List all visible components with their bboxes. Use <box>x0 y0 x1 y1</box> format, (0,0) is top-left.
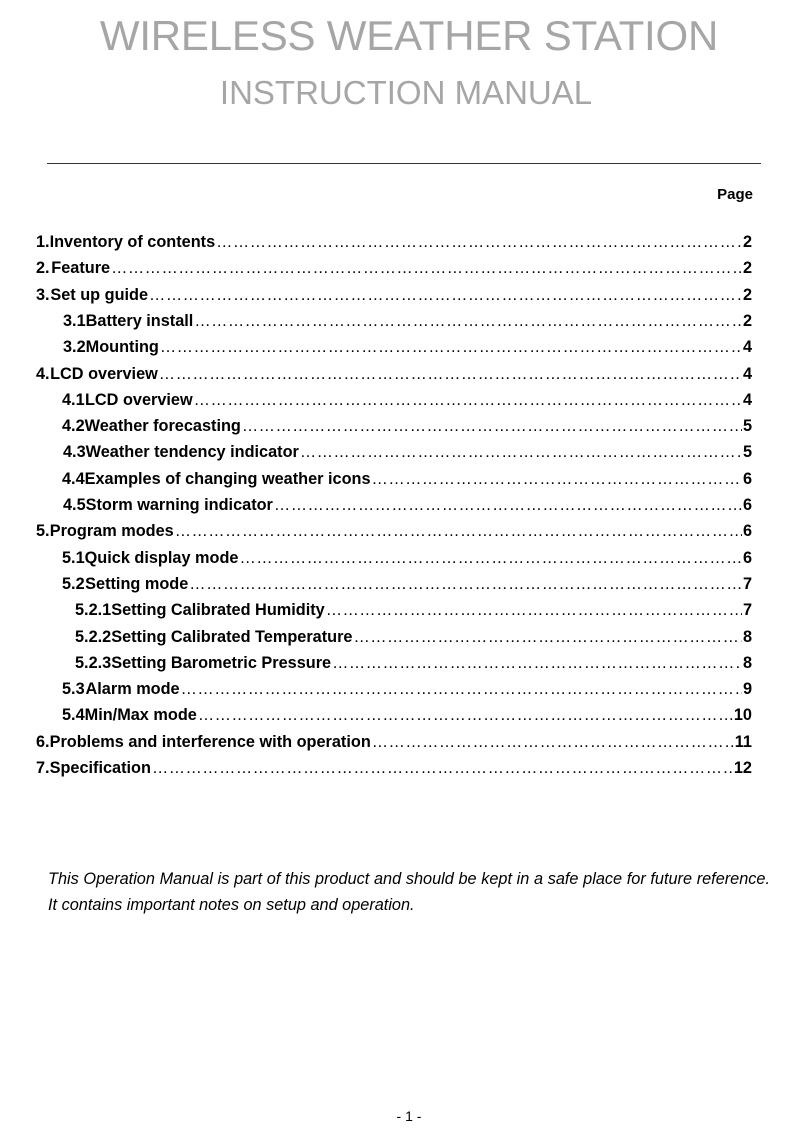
toc-entry-page: 6 <box>742 470 752 488</box>
toc-entry-number: 5.2 <box>62 575 85 593</box>
toc-entry-label: Setting Calibrated Temperature <box>111 628 353 646</box>
toc-dot-leader <box>353 628 741 647</box>
toc-entry-page: 6 <box>742 522 752 540</box>
toc-entry-page: 7 <box>742 601 752 619</box>
header-rule <box>47 163 761 164</box>
toc-entry-label: Mounting <box>85 338 159 356</box>
toc-entry <box>75 628 752 650</box>
toc-entry <box>63 312 752 334</box>
toc-entry-page: 7 <box>742 575 752 593</box>
toc-entry-number: 4.3 <box>63 443 86 461</box>
toc-entry-page: 8 <box>742 654 752 672</box>
toc-entry-label: Inventory of contents <box>49 233 216 251</box>
toc-entry-label: LCD overview <box>50 365 158 383</box>
toc-dot-leader <box>194 391 742 410</box>
toc-entry-label: Problems and interference with operation <box>49 733 371 751</box>
manual-note: This Operation Manual is part of this product and should be kept in a safe place for future reference. It contains important notes on setup and operation. <box>48 870 770 914</box>
toc-dot-leader <box>175 522 742 541</box>
toc-entry-number: 5.2.1 <box>75 601 112 619</box>
toc-entry <box>36 733 752 755</box>
toc-entry <box>36 286 752 308</box>
toc-entry-label: LCD overview <box>84 391 193 409</box>
toc-dot-leader <box>160 338 742 357</box>
page-number: - 1 - <box>396 1108 422 1124</box>
toc-dot-leader <box>216 233 742 252</box>
toc-entry-page: 8 <box>742 628 752 646</box>
toc-entry-number: 5.4 <box>62 706 85 724</box>
toc-entry-number: 4.4 <box>62 470 85 488</box>
toc-entry-number: 3.1 <box>63 312 86 330</box>
toc-entry <box>62 391 752 413</box>
toc-entry <box>63 443 752 465</box>
toc-dot-leader <box>159 365 742 384</box>
toc-entry-number: 5.1 <box>62 549 85 567</box>
toc-entry-page: 2 <box>742 233 752 251</box>
toc-entry-page: 5 <box>742 443 752 461</box>
toc-entry-number: 5.2.2 <box>75 628 112 646</box>
toc-entry <box>36 522 752 544</box>
manual-subtitle: INSTRUCTION MANUAL <box>219 74 593 111</box>
toc-entry <box>62 549 752 571</box>
toc-dot-leader <box>152 759 733 778</box>
toc-entry-number: 5. <box>36 522 50 540</box>
toc-entry-label: Min/Max mode <box>84 706 197 724</box>
toc-entry-page: 6 <box>742 549 752 567</box>
toc-entry-number: 5.3 <box>62 680 85 698</box>
toc-entry-label: Weather tendency indicator <box>85 443 299 461</box>
toc-entry <box>62 575 752 597</box>
toc-entry-page: 5 <box>742 417 752 435</box>
toc-entry-number: 4.1 <box>62 391 85 409</box>
toc-entry-number: 3. <box>36 286 50 304</box>
toc-entry-label: Examples of changing weather icons <box>84 470 371 488</box>
toc-dot-leader <box>198 706 733 725</box>
toc-entry <box>75 601 752 623</box>
toc-entry-number: 5.2.3 <box>75 654 112 672</box>
toc-entry-page: 11 <box>734 733 752 751</box>
toc-entry <box>36 365 752 387</box>
toc-entry-label: Setting mode <box>85 575 189 593</box>
toc-dot-leader <box>242 417 742 436</box>
toc-dot-leader <box>239 549 741 568</box>
toc-dot-leader <box>149 286 742 305</box>
toc-entry-page: 6 <box>742 496 752 514</box>
toc-entry-page: 2 <box>742 312 752 330</box>
toc-entry-page: 12 <box>733 759 752 777</box>
toc-entry-label: Specification <box>49 759 151 777</box>
toc-dot-leader <box>181 680 742 699</box>
toc-entry-number: 1. <box>36 233 50 251</box>
toc-entry-page: 4 <box>742 391 752 409</box>
toc-entry-page: 2 <box>742 259 752 277</box>
toc-entry-label: Program modes <box>49 522 174 540</box>
toc-entry-page: 4 <box>742 338 752 356</box>
manual-title: WIRELESS WEATHER STATION <box>99 12 719 59</box>
toc-entry-page: 2 <box>742 286 752 304</box>
toc-entry <box>62 706 752 728</box>
toc-entry-label: Battery install <box>85 312 194 330</box>
toc-dot-leader <box>372 470 742 489</box>
toc-entry-page: 9 <box>742 680 752 698</box>
toc-dot-leader <box>111 259 742 278</box>
toc-entry <box>36 259 752 281</box>
toc-entry-label: Feature <box>51 259 111 277</box>
page-column-label: Page <box>717 186 753 203</box>
toc-entry-page: 10 <box>733 706 752 724</box>
toc-entry-label: Weather forecasting <box>84 417 241 435</box>
toc-entry-label: Storm warning indicator <box>85 496 273 514</box>
toc-dot-leader <box>189 575 742 594</box>
toc-entry-number: 7. <box>36 759 50 777</box>
toc-dot-leader <box>326 601 742 620</box>
toc-dot-leader <box>300 443 742 462</box>
toc-entry <box>62 470 752 492</box>
toc-entry-label: Quick display mode <box>84 549 239 567</box>
toc-entry <box>36 759 752 781</box>
toc-entry-number: 2. <box>36 259 50 277</box>
toc-entry-label: Setting Calibrated Humidity <box>111 601 325 619</box>
toc-entry-number: 4.2 <box>62 417 85 435</box>
toc-entry <box>36 233 752 255</box>
toc-entry <box>75 654 752 676</box>
toc-entry-label: Alarm mode <box>85 680 180 698</box>
toc-entry <box>62 417 752 439</box>
toc-dot-leader <box>194 312 742 331</box>
toc-entry-label: Set up guide <box>50 286 149 304</box>
toc-dot-leader <box>274 496 742 515</box>
toc-entry-number: 4.5 <box>63 496 86 514</box>
toc-dot-leader <box>332 654 742 673</box>
toc-entry-number: 3.2 <box>63 338 86 356</box>
toc-entry <box>63 496 752 518</box>
toc-entry-label: Setting Barometric Pressure <box>111 654 332 672</box>
toc-entry-page: 4 <box>742 365 752 383</box>
toc-entry-number: 4. <box>36 365 50 383</box>
toc-entry-number: 6. <box>36 733 50 751</box>
toc-entry <box>63 338 752 360</box>
toc-dot-leader <box>372 733 734 752</box>
toc-entry <box>62 680 752 702</box>
